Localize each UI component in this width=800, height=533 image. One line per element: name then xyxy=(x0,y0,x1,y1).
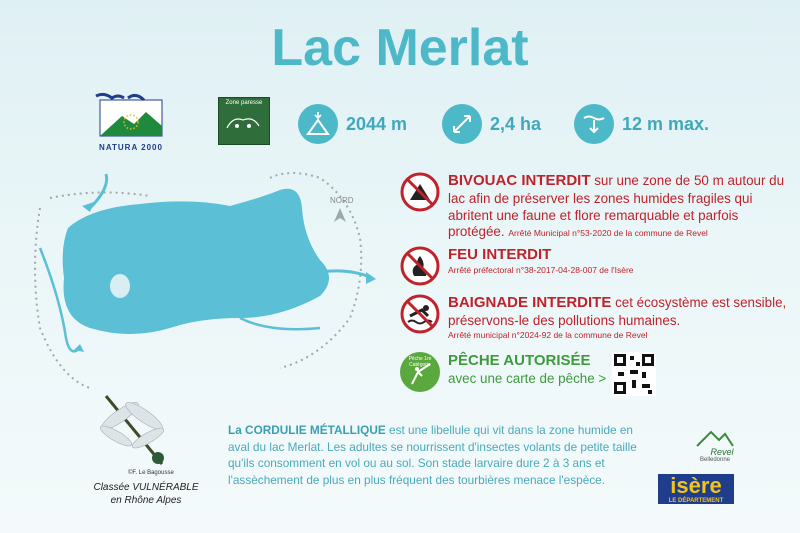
rule-baignade xyxy=(400,294,790,340)
peche-badge: Pêche 1re Catégorie xyxy=(408,356,432,368)
mountain-icon xyxy=(695,428,735,448)
depth-value: 12 m max. xyxy=(622,113,710,134)
bivouac-heading: BIVOUAC INTERDIT xyxy=(448,172,591,189)
isere-logo xyxy=(658,474,734,504)
rule-peche xyxy=(400,352,790,392)
zone-label: Zone paresse xyxy=(225,100,263,106)
stream-arrow-2 xyxy=(240,318,320,329)
lake-shape xyxy=(63,189,329,334)
altitude-value: 2044 m xyxy=(346,113,408,134)
baignade-note: Arrêté municipal n°2024-92 de la commune de Revel xyxy=(448,329,648,340)
north-label: NORD xyxy=(330,196,354,205)
no-tent-icon xyxy=(400,172,440,212)
no-fire-icon xyxy=(400,246,440,286)
species-description xyxy=(228,422,638,488)
area-value: 2,4 ha xyxy=(490,113,542,134)
fishing-icon xyxy=(400,352,440,392)
baignade-text: cet écosystème est sensible, préservons-le des pollutions humaines. xyxy=(448,295,787,328)
peche-text: avec une carte de pêche > xyxy=(448,370,607,386)
bivouac-note: Arrêté Municipal n°53-2020 de la commune de Revel xyxy=(508,228,708,239)
feu-heading: FEU INTERDIT xyxy=(448,246,552,263)
rule-feu xyxy=(400,246,790,286)
depth-icon xyxy=(574,104,614,144)
area-stat xyxy=(442,104,541,144)
zone-badge xyxy=(218,97,270,145)
isere-label: isère xyxy=(670,473,722,498)
revel-sub: Belledonne xyxy=(699,457,731,463)
natura-logo-icon xyxy=(94,92,168,138)
qr-code[interactable] xyxy=(612,352,656,396)
revel-logo xyxy=(690,428,740,463)
zone-animal-icon xyxy=(219,106,267,138)
altitude-stat xyxy=(298,104,407,144)
dragonfly-image xyxy=(92,392,182,472)
area-icon xyxy=(442,104,482,144)
page-title: Lac Merlat xyxy=(271,19,529,77)
revel-label: Revel xyxy=(710,447,734,457)
dragonfly-status xyxy=(86,481,206,507)
bivouac-text: sur une zone de 50 m autour du lac afin de préserver les zones humides fragiles qui abritent une faune et flore remarquable et parfois protégée. xyxy=(448,173,785,240)
no-swimming-icon xyxy=(400,294,440,334)
isere-sub: LE DÉPARTEMENT xyxy=(668,498,724,504)
peche-heading: PÊCHE AUTORISÉE xyxy=(448,352,591,369)
depth-stat xyxy=(574,104,709,144)
baignade-heading: BAIGNADE INTERDITE xyxy=(448,294,612,311)
status-line-1: Classée VULNÉRABLE xyxy=(93,482,199,493)
species-text: est une libellule qui vit dans la zone humide en aval du lac Merlat. Les adultes se nourrissent d'insectes volants de petite taille qu'ils consomment en vol ou au sol. Son stade larvaire dure 2 à 3 ans et l'assèchement de plus en plus fréquent des tourbières menace l'espèce. xyxy=(228,423,637,487)
photo-credit: ©F. Le Bagousse xyxy=(128,470,174,476)
altitude-icon xyxy=(298,104,338,144)
north-arrow-icon xyxy=(334,208,346,222)
status-line-2: en Rhône Alpes xyxy=(110,495,182,506)
species-name: La CORDULIE MÉTALLIQUE xyxy=(228,423,386,437)
island xyxy=(110,274,130,298)
rule-bivouac xyxy=(400,172,790,241)
natura-2000-logo xyxy=(94,92,168,150)
natura-label: NATURA 2000 xyxy=(99,143,163,152)
feu-note: Arrêté préfectoral n°38-2017-04-28-007 de l'Isère xyxy=(448,264,634,275)
